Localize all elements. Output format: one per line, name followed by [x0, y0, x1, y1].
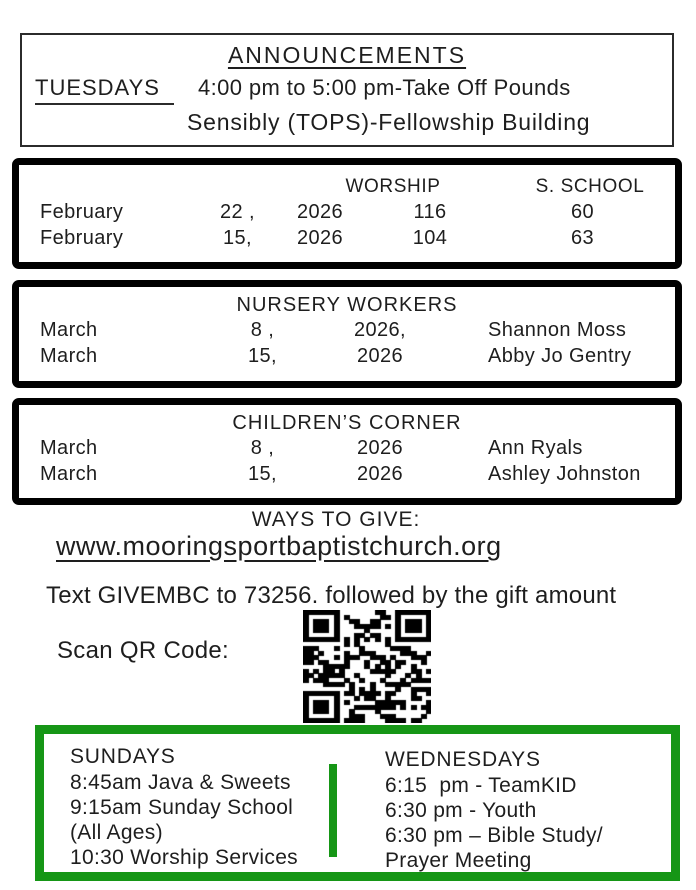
schedule-divider	[329, 764, 337, 857]
worker-name-cell: Ann Ryals	[488, 437, 583, 459]
day-cell: 8 ,	[250, 437, 275, 459]
month-cell: February	[40, 201, 124, 223]
sundays-column	[70, 734, 298, 870]
sunday-school-count-cell: 60	[570, 201, 595, 223]
nursery-workers-title: NURSERY WORKERS	[236, 294, 458, 316]
table-row	[19, 317, 675, 343]
website-link[interactable]: www.mooringsportbaptistchurch.org	[56, 531, 502, 561]
month-cell: February	[40, 227, 124, 249]
year-cell: 2026	[296, 227, 344, 249]
list-item: 6:30 pm - Youth	[385, 799, 537, 822]
attendance-box	[12, 158, 682, 269]
list-item: Prayer Meeting	[385, 849, 532, 872]
wednesdays-title: WEDNESDAYS	[385, 748, 541, 771]
table-row	[19, 199, 675, 225]
day-cell: 15,	[222, 227, 252, 249]
table-row	[19, 343, 675, 369]
day-cell: 22 ,	[220, 201, 255, 223]
qr-code-image	[303, 610, 431, 723]
childrens-corner-box	[12, 398, 682, 505]
month-cell: March	[40, 319, 98, 341]
weekly-schedule-box	[35, 725, 680, 881]
announcements-row	[22, 75, 672, 105]
year-cell: 2026	[356, 463, 404, 485]
announcements-line2: Sensibly (TOPS)-Fellowship Building	[187, 109, 591, 135]
worker-name-cell: Abby Jo Gentry	[488, 345, 632, 367]
worker-name-cell: Shannon Moss	[488, 319, 627, 341]
table-row	[19, 435, 675, 461]
list-item: 9:15am Sunday School	[70, 796, 294, 819]
worker-name-cell: Ashley Johnston	[488, 463, 641, 485]
sunday-school-count-cell: 63	[570, 227, 595, 249]
day-cell: 15,	[247, 463, 277, 485]
table-row	[19, 225, 675, 251]
text-to-give-instruction: Text GIVEMBC to 73256. followed by the gift amount	[46, 582, 617, 609]
month-cell: March	[40, 345, 98, 367]
worship-count-cell: 104	[412, 227, 448, 249]
sunday-school-column-header: S. SCHOOL	[535, 176, 645, 197]
day-cell: 15,	[247, 345, 277, 367]
list-item: 6:15 pm - TeamKID	[385, 774, 577, 797]
year-cell: 2026	[356, 345, 404, 367]
year-cell: 2026,	[353, 319, 407, 341]
worship-column-header: WORSHIP	[345, 176, 441, 197]
month-cell: March	[40, 437, 98, 459]
sundays-title: SUNDAYS	[70, 745, 176, 768]
scan-qr-label: Scan QR Code:	[57, 637, 229, 664]
ways-to-give-title: WAYS TO GIVE:	[251, 508, 421, 531]
nursery-workers-box	[12, 280, 682, 388]
announcements-title: ANNOUNCEMENTS	[227, 42, 467, 68]
table-row	[19, 461, 675, 487]
announcements-line1: 4:00 pm to 5:00 pm-Take Off Pounds	[197, 75, 571, 100]
childrens-corner-title: CHILDREN’S CORNER	[232, 412, 462, 434]
worship-count-cell: 116	[413, 201, 447, 223]
list-item: 6:30 pm – Bible Study/	[385, 824, 603, 847]
year-cell: 2026	[356, 437, 404, 459]
month-cell: March	[40, 463, 98, 485]
year-cell: 2026	[296, 201, 344, 223]
wednesdays-column	[385, 734, 603, 873]
list-item: 8:45am Java & Sweets	[70, 771, 291, 794]
day-cell: 8 ,	[250, 319, 275, 341]
announcements-day-label: TUESDAYS	[35, 75, 174, 105]
list-item: 10:30 Worship Services	[70, 846, 298, 869]
list-item: (All Ages)	[70, 821, 163, 844]
announcements-box	[20, 33, 674, 147]
attendance-header-row	[19, 175, 675, 199]
